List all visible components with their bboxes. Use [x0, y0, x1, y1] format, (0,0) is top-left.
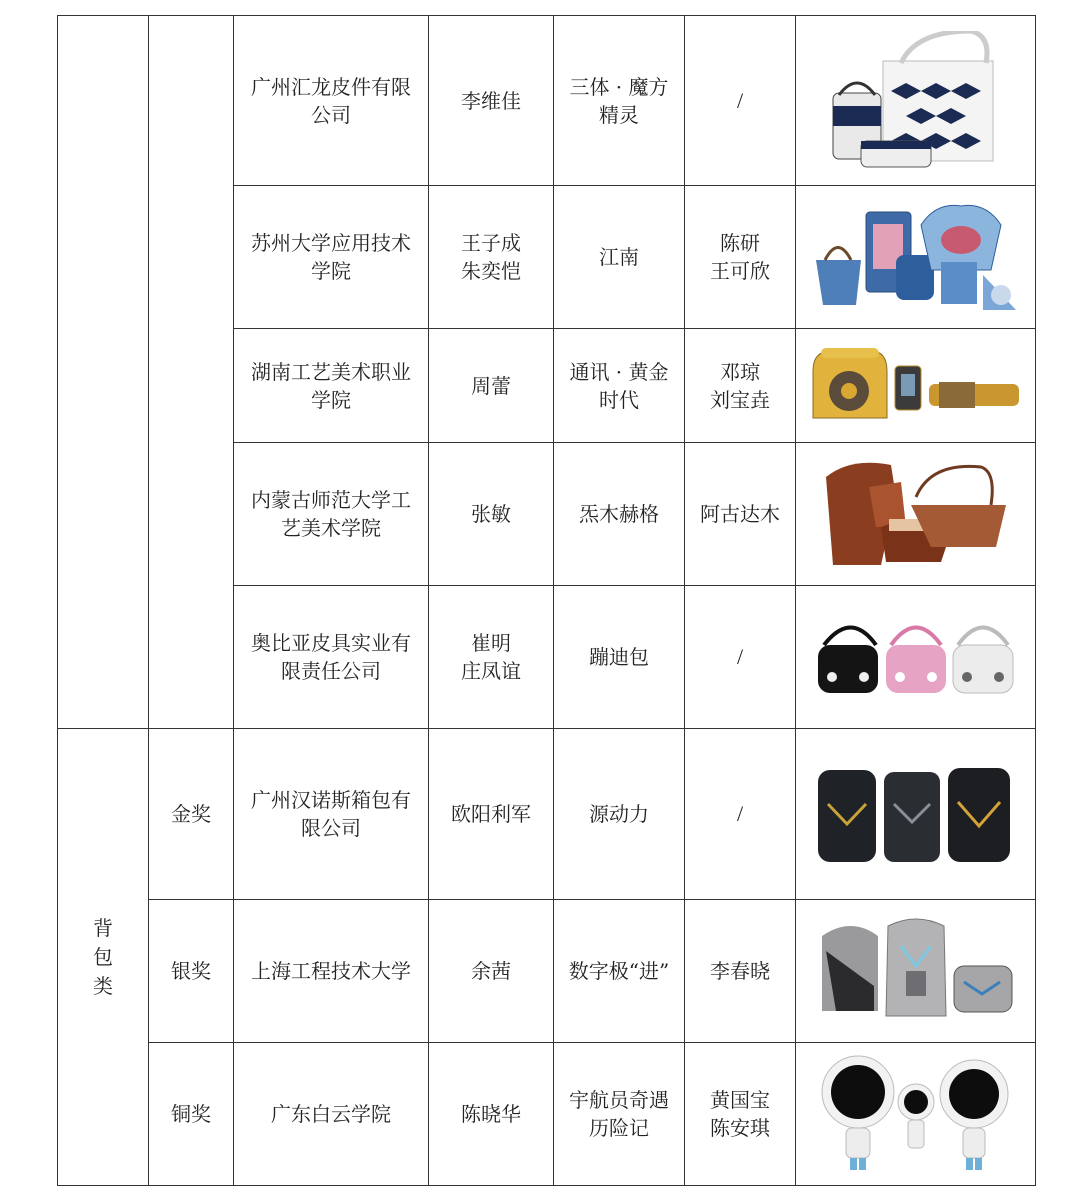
table-row [58, 1043, 1036, 1186]
unit-cell: 湖南工艺美术职业 学院 [234, 329, 429, 443]
cube-pattern-bags-photo [821, 31, 1011, 171]
table-row [58, 16, 1036, 186]
category-cell-continued [58, 16, 149, 729]
unit-cell: 上海工程技术大学 [234, 900, 429, 1043]
table-row [58, 729, 1036, 900]
brown-leather-bags-photo [821, 457, 1011, 572]
work-image-cell [796, 729, 1036, 900]
table-row [58, 900, 1036, 1043]
black-backpacks-photo [816, 764, 1016, 864]
telephone-style-bags-photo [811, 346, 1021, 426]
designer-cell: 余茜 [429, 900, 554, 1043]
work-cell: 宇航员奇遇 历险记 [554, 1043, 685, 1186]
unit-cell: 苏州大学应用技术 学院 [234, 186, 429, 329]
instructor-cell: 阿古达木 [685, 443, 796, 586]
work-cell: 源动力 [554, 729, 685, 900]
work-image-cell [796, 1043, 1036, 1186]
work-cell: 数字极“进” [554, 900, 685, 1043]
designer-cell: 张敏 [429, 443, 554, 586]
award-cell: 银奖 [149, 900, 234, 1043]
designer-cell: 李维佳 [429, 16, 554, 186]
work-cell: 蹦迪包 [554, 586, 685, 729]
designer-cell: 欧阳利军 [429, 729, 554, 900]
unit-cell: 广州汉诺斯箱包有 限公司 [234, 729, 429, 900]
unit-cell: 广州汇龙皮件有限 公司 [234, 16, 429, 186]
instructor-cell: 陈研 王可欣 [685, 186, 796, 329]
three-shoulder-bags-photo [816, 615, 1016, 700]
award-cell: 金奖 [149, 729, 234, 900]
instructor-cell: 邓琼 刘宝垚 [685, 329, 796, 443]
award-cell: 铜奖 [149, 1043, 234, 1186]
designer-cell: 崔明 庄凤谊 [429, 586, 554, 729]
blue-embroidered-bags-photo [811, 200, 1021, 315]
work-cell: 通讯 · 黄金 时代 [554, 329, 685, 443]
work-cell: 江南 [554, 186, 685, 329]
instructor-cell: / [685, 729, 796, 900]
silver-futuristic-backpacks-photo [816, 916, 1016, 1026]
unit-cell: 内蒙古师范大学工 艺美术学院 [234, 443, 429, 586]
work-image-cell [796, 900, 1036, 1043]
unit-cell: 奥比亚皮具实业有 限责任公司 [234, 586, 429, 729]
work-image-cell [796, 186, 1036, 329]
astronaut-helmet-bags-photo [816, 1054, 1016, 1174]
instructor-cell: 李春晓 [685, 900, 796, 1043]
instructor-cell: 黄国宝 陈安琪 [685, 1043, 796, 1186]
work-image-cell [796, 443, 1036, 586]
designer-cell: 王子成 朱奕恺 [429, 186, 554, 329]
instructor-cell: / [685, 586, 796, 729]
unit-cell: 广东白云学院 [234, 1043, 429, 1186]
work-image-cell [796, 586, 1036, 729]
work-cell: 三体 · 魔方 精灵 [554, 16, 685, 186]
work-cell: 炁木赫格 [554, 443, 685, 586]
work-image-cell [796, 329, 1036, 443]
instructor-cell: / [685, 16, 796, 186]
awards-table [57, 15, 1036, 1186]
work-image-cell [796, 16, 1036, 186]
designer-cell: 周蕾 [429, 329, 554, 443]
designer-cell: 陈晓华 [429, 1043, 554, 1186]
award-cell-continued [149, 16, 234, 729]
category-cell: 背 包 类 [58, 729, 149, 1186]
